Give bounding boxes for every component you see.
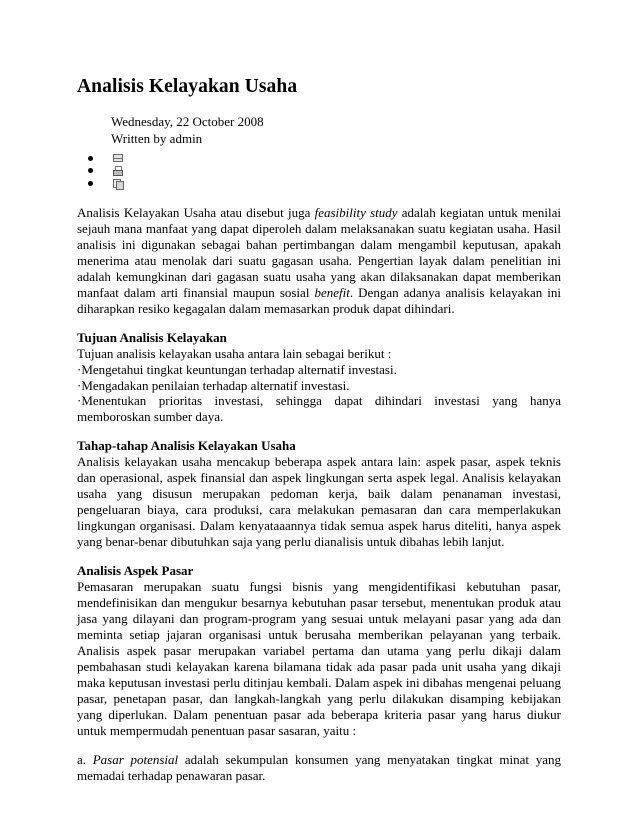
tool-item-print[interactable] bbox=[88, 165, 123, 178]
list-item: ·Mengetahui tingkat keuntungan terhadap alternatif investasi. bbox=[77, 361, 397, 377]
section-heading: Tahap-tahap Analisis Kelayakan Usaha bbox=[77, 438, 296, 454]
list-item: ·Menentukan prioritas investasi, sehingga dapat dihindari investasi yang hanya memboroskan sumber daya. bbox=[77, 393, 561, 425]
article-title: Analisis Kelayakan Usaha bbox=[77, 76, 298, 97]
article-date: Wednesday, 22 October 2008 bbox=[111, 114, 264, 129]
intro-paragraph bbox=[77, 205, 561, 317]
print-icon[interactable] bbox=[113, 166, 123, 175]
article-body bbox=[77, 205, 561, 783]
item-text: adalah sekumpulan konsumen yang menyatakan tingkat minat yang memadai terhadap penawaran pasar. bbox=[77, 751, 561, 783]
section-heading: Analisis Aspek Pasar bbox=[77, 563, 194, 579]
intro-text-3: . Dengan adanya analisis kelayakan ini diharapkan resiko kegagalan dalam memasarkan produk dapat dihindari. bbox=[77, 284, 561, 316]
intro-text-2: adalah kegiatan untuk menilai sejauh mana manfaat yang dapat diperoleh dalam melaksanakan suatu kegiatan usaha. Hasil analisis ini digunakan sebagai bahan pertimbangan dalam mengambil keputusan, apakah menerima atau menolak dari suatu gagasan usaha. Pengertian layak dalam penelitian ini adalah kemungkinan dari gagasan suatu usaha yang akan dilaksanakan dapat memberikan manfaat dalam arti finansial maupun sosial bbox=[77, 205, 561, 300]
bullet bbox=[88, 168, 93, 173]
section-lead: Tujuan analisis kelayakan usaha antara lain sebagai berikut : bbox=[77, 345, 392, 361]
email-icon[interactable] bbox=[113, 154, 123, 162]
pdf-icon[interactable] bbox=[113, 179, 123, 188]
tool-item-email[interactable] bbox=[88, 152, 123, 165]
article-tools bbox=[88, 152, 123, 190]
section-paragraph: Pemasaran merupakan suatu fungsi bisnis yang mengidentifikasi kebutuhan pasar, mendefinisikan dan mengukur besarnya kebutuhan pasar tersebut, menentukan produk atau jasa yang dilayani dan program-program yang sesuai untuk melayani pasar yang ada dan meminta setiap jajaran organisasi untuk berusaha memberikan pelayanan yang terbaik. Analisis aspek pasar merupakan variabel pertama dan utama yang perlu dikaji dalam pembahasan studi kelayakan karena bilamana tidak ada pasar pada unit usaha yang dikaji maka keputusan investasi perlu ditinjau kembali. Dalam aspek ini dibahas mengenai peluang pasar, penetapan pasar, dan langkah-langkah yang perlu dilakukan disamping kebijakan yang diperlukan. Dalam penentuan pasar ada beberapa kriteria pasar yang harus diukur untuk mempermudah penentuan pasar sasaran, yaitu : bbox=[77, 579, 561, 738]
list-item-a bbox=[77, 752, 561, 784]
bullet bbox=[88, 181, 93, 186]
section-tujuan bbox=[77, 330, 561, 426]
tool-item-pdf[interactable] bbox=[88, 177, 123, 190]
section-pasar bbox=[77, 563, 561, 738]
section-paragraph: Analisis kelayakan usaha mencakup beberapa aspek antara lain: aspek pasar, aspek teknis dan operasional, aspek finansial dan aspek lingkungan serta aspek legal. Analisis kelayakan usaha yang disusun merupakan pedoman kerja, baik dalam penanaman investasi, pengeluaran biaya, cara produksi, cara melakukan pemasaran dan cara memperlakukan lingkungan organisasi. Dalam kenyataaannya tidak semua aspek harus diteliti, hanya aspek yang benar-benar dibutuhkan saja yang perlu dianalisis untuk dibahas lebih lanjut. bbox=[77, 454, 561, 550]
intro-emphasis-feasibility: feasibility study bbox=[314, 205, 398, 220]
bullet bbox=[88, 156, 93, 161]
section-heading: Tujuan Analisis Kelayakan bbox=[77, 329, 227, 345]
intro-emphasis-benefit: benefit bbox=[314, 284, 350, 300]
list-item: ·Mengadakan penilaian terhadap alternatif investasi. bbox=[77, 377, 350, 393]
article-meta bbox=[111, 113, 264, 147]
item-prefix: a. bbox=[77, 751, 93, 767]
intro-text-1: Analisis Kelayakan Usaha atau disebut juga bbox=[77, 205, 315, 220]
article-author: Written by admin bbox=[111, 131, 203, 146]
item-term: Pasar potensial bbox=[92, 751, 179, 767]
section-tahapan bbox=[77, 438, 561, 550]
